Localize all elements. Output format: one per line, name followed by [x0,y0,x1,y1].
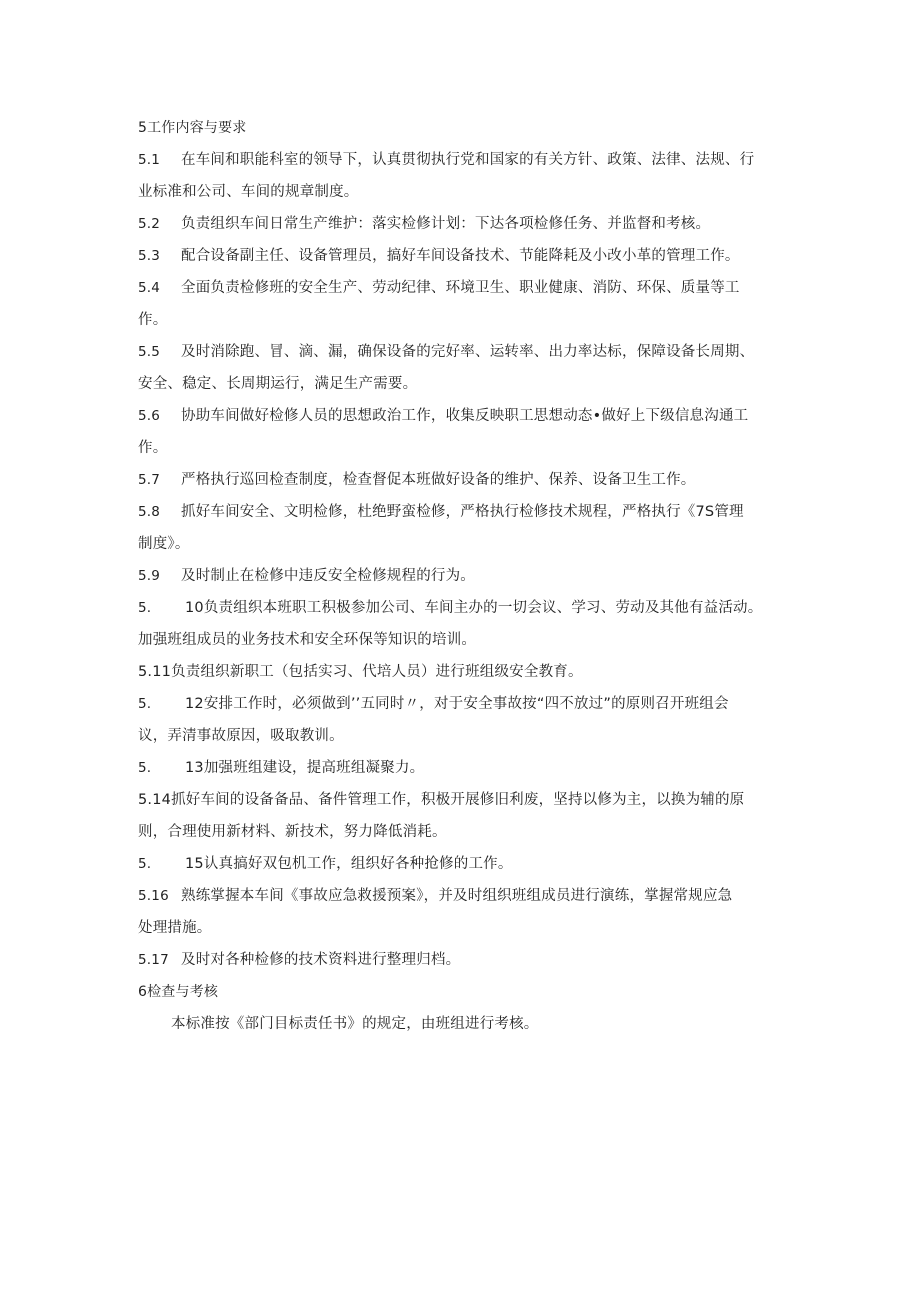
clause-5-1 [138,144,788,176]
clause-text: 业标准和公司、车间的规章制度。 [138,184,359,200]
clause-text: 协助车间做好检修人员的思想政治工作，收集反映职工思想动态•做好上下级信息沟通工 [181,408,749,424]
clause-5-12-cont [138,720,788,752]
clause-number: 5. [138,600,152,616]
clause-number: 5.9 [138,568,161,584]
clause-5-15 [138,848,788,880]
clause-5-8-cont [138,528,788,560]
clause-text: 熟练掌握本车间《事故应急救援预案》，并及时组织班组成员进行演练，掌握常规应急 [181,888,733,904]
section-5-title: 5工作内容与要求 [138,120,247,136]
clause-5-11 [138,656,788,688]
paragraph-text: 本标准按《部门目标责任书》的规定，由班组进行考核。 [171,1016,539,1032]
clause-text: 在车间和职能科室的领导下，认真贯彻执行党和国家的有关方针、政策、法律、法规、行 [181,152,755,168]
clause-number: 5. [138,696,152,712]
clause-text: 加强班组成员的业务技术和安全环保等知识的培训。 [138,632,477,648]
clause-text: 配合设备副主任、设备管理员，搞好车间设备技术、节能降耗及小改小革的管理工作。 [181,248,740,264]
clause-5-10-cont [138,624,788,656]
clause-text: 安全、稳定、长周期运行，满足生产需要。 [138,376,418,392]
clause-text: 制度》。 [138,536,190,552]
clause-text: 则，合理使用新材料、新技术，努力降低消耗。 [138,824,447,840]
clause-number: 5. [138,856,152,872]
clause-number: 5.5 [138,344,161,360]
clause-text: 严格执行巡回检查制度，检查督促本班做好设备的维护、保养、设备卫生工作。 [181,472,696,488]
section-6-title: 6检查与考核 [138,984,219,1000]
clause-5-4 [138,272,788,304]
clause-text: 5.14抓好车间的设备备品、备件管理工作，积极开展修旧利废，坚持以修为主，以换为辅的原 [138,792,745,808]
section-6-paragraph [138,1008,788,1040]
clause-5-13 [138,752,788,784]
clause-text: 13加强班组建设，提高班组凝聚力。 [185,760,425,776]
clause-5-9 [138,560,788,592]
clause-5-5-cont [138,368,788,400]
clause-number: 5.1 [138,152,161,168]
clause-text: 及时对各种检修的技术资料进行整理归档。 [181,952,461,968]
clause-text: 作。 [138,440,168,456]
clause-5-12 [138,688,788,720]
clause-text: 及时制止在检修中违反安全检修规程的行为。 [181,568,475,584]
clause-5-6 [138,400,788,432]
clause-5-14-cont [138,816,788,848]
clause-5-4-cont [138,304,788,336]
clause-5-14 [138,784,788,816]
clause-5-2 [138,208,788,240]
clause-5-10 [138,592,788,624]
clause-text: 5.11负责组织新职工（包括实习、代培人员）进行班组级安全教育。 [138,664,583,680]
clause-5-6-cont [138,432,788,464]
clause-text: 15认真搞好双包机工作，组织好各种抢修的工作。 [185,856,513,872]
clause-5-8 [138,496,788,528]
clause-text: 作。 [138,312,168,328]
document-body [138,112,788,1040]
section-heading [138,976,788,1008]
clause-5-5 [138,336,788,368]
clause-number: 5.2 [138,216,161,232]
clause-5-7 [138,464,788,496]
clause-text: 负责组织车间日常生产维护：落实检修计划：下达各项检修任务、并监督和考核。 [181,216,711,232]
clause-text: 全面负责检修班的安全生产、劳动纪律、环境卫生、职业健康、消防、环保、质量等工 [181,280,740,296]
clause-5-16-cont [138,912,788,944]
clause-number: 5.17 [138,952,169,968]
clause-text: 及时消除跑、冒、滴、漏，确保设备的完好率、运转率、出力率达标，保障设备长周期、 [181,344,755,360]
clause-text: 10负责组织本班职工积极参加公司、车间主办的一切会议、学习、劳动及其他有益活动。 [185,600,763,616]
clause-text: 议，弄清事故原因，吸取教训。 [138,728,344,744]
clause-number: 5.4 [138,280,161,296]
clause-number: 5. [138,760,152,776]
clause-5-17 [138,944,788,976]
clause-number: 5.7 [138,472,161,488]
clause-text: 12安排工作时，必须做到’’五同时〃，对于安全事故按“四不放过”的原则召开班组会 [185,696,729,712]
clause-text: 抓好车间安全、文明检修，杜绝野蛮检修，严格执行检修技术规程，严格执行《7S管理 [181,504,744,520]
clause-number: 5.6 [138,408,161,424]
clause-number: 5.16 [138,888,169,904]
clause-number: 5.8 [138,504,161,520]
section-heading [138,112,788,144]
clause-text: 处理措施。 [138,920,212,936]
clause-number: 5.3 [138,248,161,264]
clause-5-1-cont [138,176,788,208]
clause-5-3 [138,240,788,272]
clause-5-16 [138,880,788,912]
